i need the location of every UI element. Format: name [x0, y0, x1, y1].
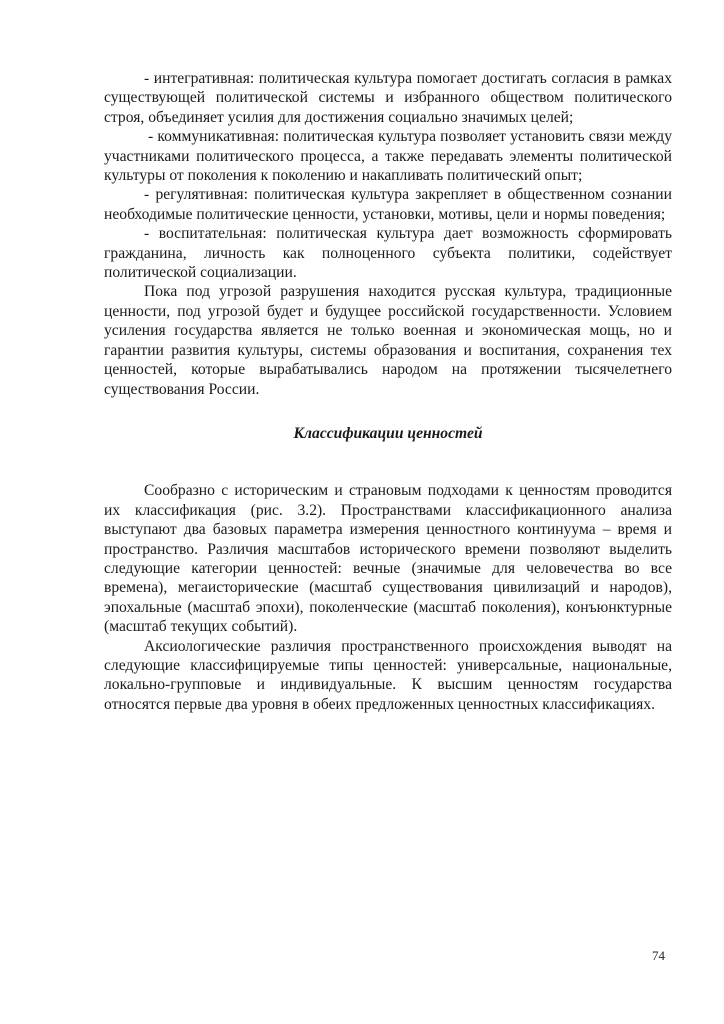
list-item-educational: - воспитательная: политическая культура дает возможность сформировать гражданина, личность как полноценного субъекта политики, содействует политической социализации.: [104, 225, 672, 282]
paragraph-classification: Сообразно с историческим и страновым подходами к ценностям проводится их классификация (рис. 3.2). Пространствами классификационного анализа выступают два базовых параметра измерения ценностного континуума – время и пространство. Различия масштабов исторического времени позволяют выделить следующие категории ценностей: вечные (значимые для человечества во все времена), мегаисторические (масштаб существования цивилизаций и народов), эпохальные (масштаб эпохи), поколенческие (масштаб поколения), конъюнктурные (масштаб текущих событий).: [104, 482, 672, 636]
section-spacer: [104, 443, 672, 481]
page-number: 74: [652, 948, 665, 963]
section-heading: Классификации ценностей: [293, 424, 483, 442]
paragraph-culture: Пока под угрозой разрушения находится русская культура, традиционные ценности, под угрозой будет и будущее российской государственности. Условием усиления государства является не только военная и экономическая мощь, но и гарантии развития культуры, системы образования и воспитания, сохранения тех ценностей, которые вырабатывались народом на протяжении тысячелетнего существования России.: [104, 283, 672, 398]
list-item-integrative: - интегративная: политическая культура помогает достигать согласия в рамках существующей политической системы и избранного обществом политического строя, объединяет усилия для достижения социально значимых целей;: [104, 70, 672, 126]
paragraph-axiological: Аксиологические различия пространственного происхождения выводят на следующие классифицируемые типы ценностей: универсальные, национальные, локально-групповые и индивидуальные. К высшим ценностям государства относятся первые два уровня в обеих предложенных ценностных классификациях.: [104, 637, 672, 713]
list-item-communicative: - коммуникативная: политическая культура позволяет установить связи между участниками политического процесса, а также передавать элементы политической культуры от поколения к поколению и накапливать политический опыт;: [104, 128, 672, 185]
list-item-regulative: - регулятивная: политическая культура закрепляет в общественном сознании необходимые политические ценности, установки, мотивы, цели и нормы поведения;: [104, 186, 672, 223]
document-body: [104, 69, 672, 714]
